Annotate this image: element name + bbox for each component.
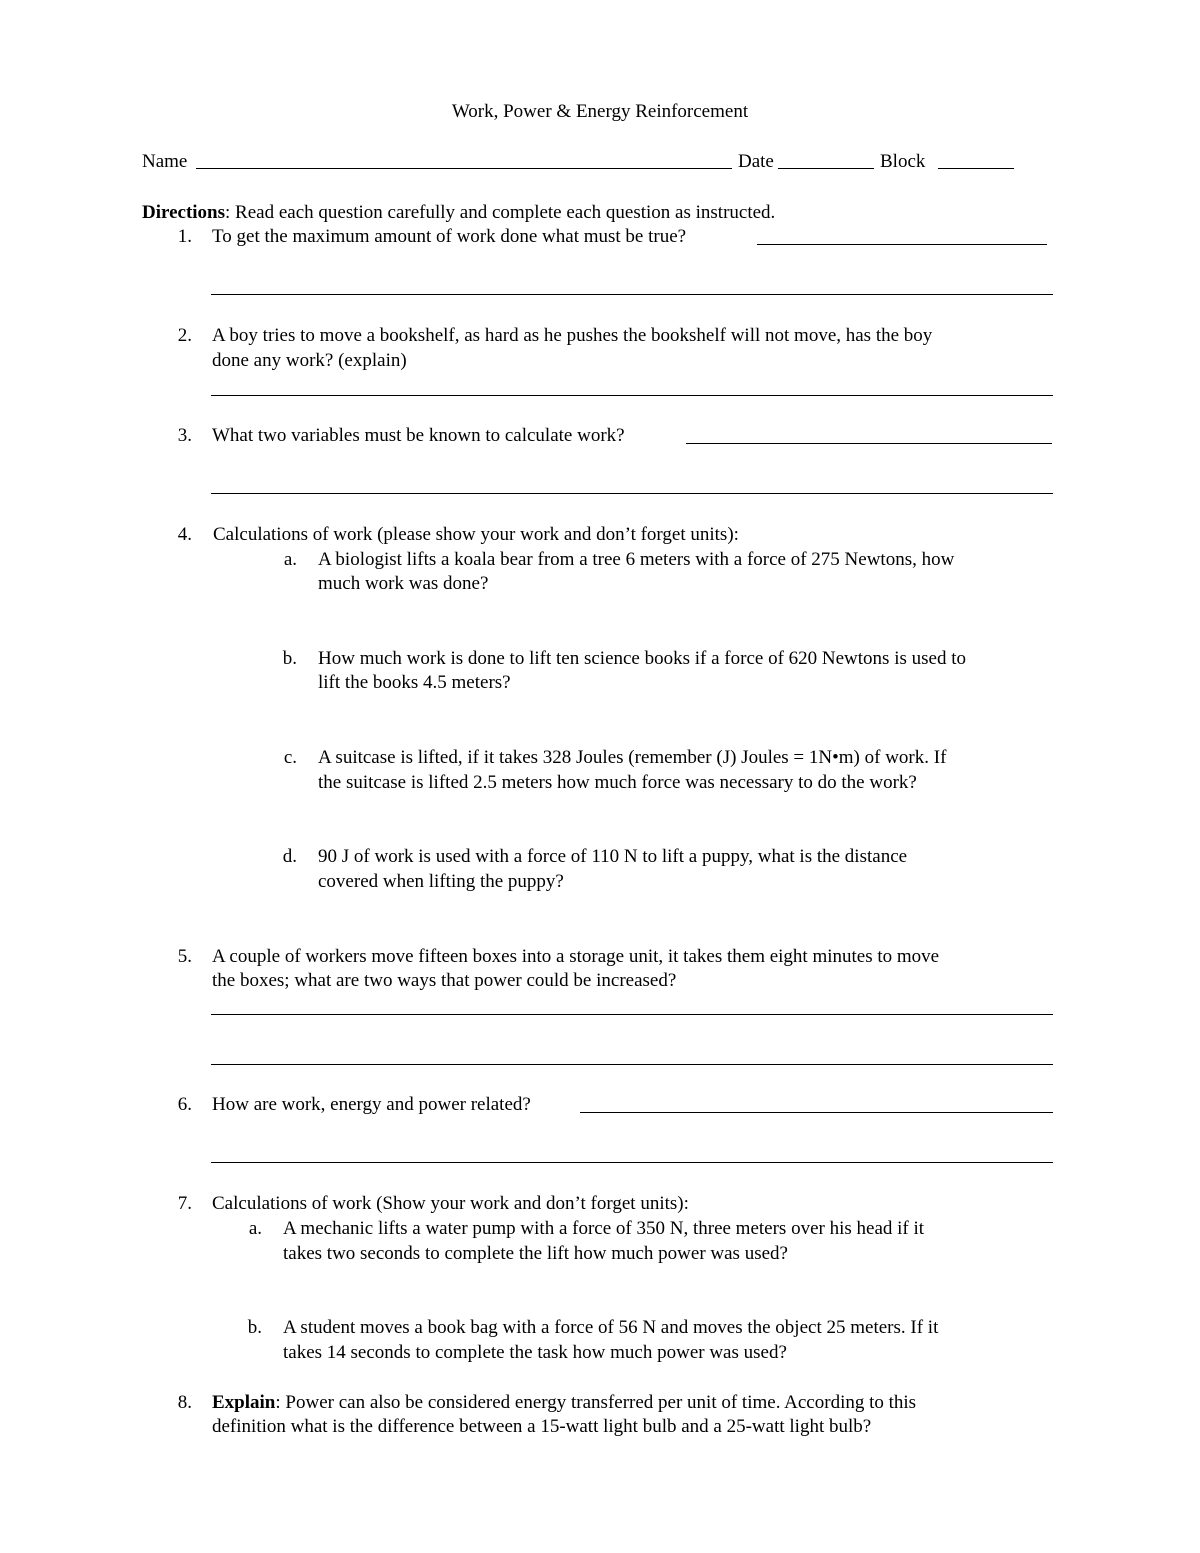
answer-line[interactable] (211, 493, 1053, 494)
block-label: Block (880, 151, 926, 172)
part-letter: a. (283, 549, 297, 570)
question-text: done any work? (explain) (212, 350, 407, 371)
block-field[interactable] (938, 168, 1014, 169)
explain-label: Explain (212, 1392, 276, 1413)
question-text: How are work, energy and power related? (212, 1094, 531, 1115)
question-text (212, 1391, 916, 1415)
answer-line[interactable] (580, 1112, 1053, 1113)
part-text: takes two seconds to complete the lift how much power was used? (283, 1243, 788, 1264)
part-text: lift the books 4.5 meters? (318, 672, 511, 693)
part-text: A biologist lifts a koala bear from a tree 6 meters with a force of 275 Newtons, how (318, 549, 955, 570)
question-text: To get the maximum amount of work done what must be true? (212, 226, 687, 247)
question-text: Calculations of work (Show your work and don’t forget units): (212, 1193, 689, 1214)
part-letter: b. (282, 648, 297, 669)
question-number: 5. (177, 946, 192, 967)
question-number: 6. (177, 1094, 192, 1115)
part-text: the suitcase is lifted 2.5 meters how much force was necessary to do the work? (318, 772, 917, 793)
name-field[interactable] (196, 168, 732, 169)
question-text: the boxes; what are two ways that power could be increased? (212, 970, 677, 991)
answer-line[interactable] (211, 1064, 1053, 1065)
name-label: Name (142, 151, 188, 172)
answer-line[interactable] (757, 244, 1047, 245)
part-letter: a. (248, 1218, 262, 1239)
answer-line[interactable] (211, 395, 1053, 396)
date-field[interactable] (778, 168, 874, 169)
question-text: definition what is the difference between a 15-watt light bulb and a 25-watt light bulb? (212, 1416, 872, 1437)
question-number: 3. (177, 425, 192, 446)
question-number: 7. (177, 1193, 192, 1214)
answer-line[interactable] (211, 1162, 1053, 1163)
part-text: much work was done? (318, 573, 489, 594)
part-text: takes 14 seconds to complete the task how much power was used? (283, 1342, 787, 1363)
directions-text: : Read each question carefully and complete each question as instructed. (225, 202, 776, 223)
page-title: Work, Power & Energy Reinforcement (451, 101, 749, 122)
part-text: covered when lifting the puppy? (318, 871, 564, 892)
directions (142, 201, 775, 225)
question-text: What two variables must be known to calculate work? (212, 425, 625, 446)
question-number: 2. (177, 325, 192, 346)
part-text: 90 J of work is used with a force of 110 N to lift a puppy, what is the distance (318, 846, 908, 867)
answer-line[interactable] (211, 294, 1053, 295)
part-letter: b. (247, 1317, 262, 1338)
date-label: Date (738, 151, 774, 172)
question-number: 8. (177, 1392, 192, 1413)
part-text: How much work is done to lift ten science books if a force of 620 Newtons is used to (318, 648, 966, 669)
part-text: A student moves a book bag with a force of 56 N and moves the object 25 meters. If it (283, 1317, 939, 1338)
part-text: A mechanic lifts a water pump with a force of 350 N, three meters over his head if it (283, 1218, 925, 1239)
question-text: Calculations of work (please show your work and don’t forget units): (213, 524, 739, 545)
part-letter: d. (282, 846, 297, 867)
question-number: 4. (177, 524, 192, 545)
part-text: A suitcase is lifted, if it takes 328 Joules (remember (J) Joules = 1N•m) of work. If (318, 747, 947, 768)
question-text-rest: : Power can also be considered energy transferred per unit of time. According to this (275, 1392, 917, 1413)
question-number: 1. (177, 226, 192, 247)
part-letter: c. (283, 747, 297, 768)
question-text: A couple of workers move fifteen boxes into a storage unit, it takes them eight minutes to move (212, 946, 940, 967)
question-text: A boy tries to move a bookshelf, as hard as he pushes the bookshelf will not move, has the boy (212, 325, 933, 346)
answer-line[interactable] (211, 1014, 1053, 1015)
answer-line[interactable] (686, 443, 1052, 444)
directions-label: Directions (142, 202, 226, 223)
